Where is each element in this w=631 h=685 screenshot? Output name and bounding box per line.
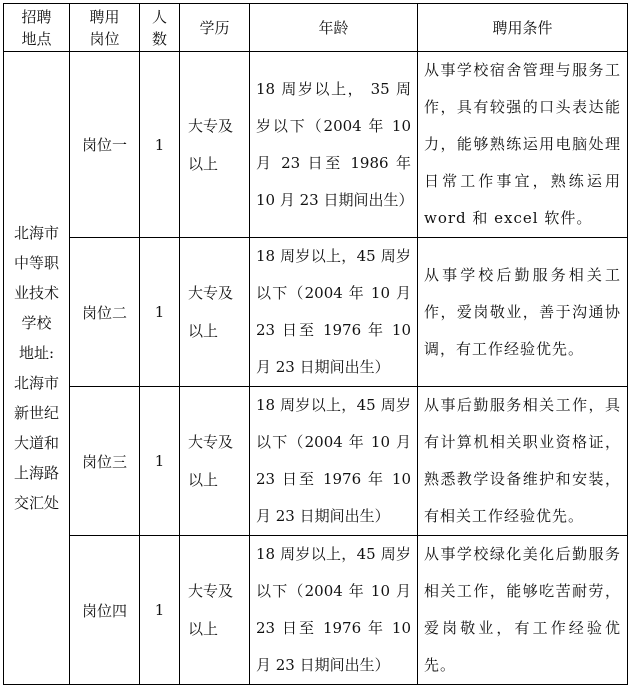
post-cell: 岗位一 bbox=[70, 52, 140, 238]
table-row bbox=[4, 238, 628, 387]
count-cell: 1 bbox=[140, 536, 180, 685]
location-line: 大道和 bbox=[13, 434, 59, 452]
header-conditions: 聘用条件 bbox=[418, 4, 628, 52]
count-cell: 1 bbox=[140, 387, 180, 536]
header-location-line1: 招聘 bbox=[21, 7, 52, 26]
location-cell bbox=[4, 52, 70, 685]
header-count-line2: 数 bbox=[151, 29, 167, 48]
header-education: 学历 bbox=[180, 4, 250, 52]
education-line2: 以上 bbox=[188, 154, 219, 173]
location-line: 北海市 bbox=[13, 374, 59, 392]
location-line: 学校 bbox=[21, 314, 52, 332]
table-row bbox=[4, 387, 628, 536]
location-line: 上海路 bbox=[13, 464, 59, 482]
header-count bbox=[140, 4, 180, 52]
header-post bbox=[70, 4, 140, 52]
location-line: 交汇处 bbox=[13, 494, 59, 512]
education-cell bbox=[180, 387, 250, 536]
header-age: 年龄 bbox=[250, 4, 418, 52]
recruitment-table-wrapper bbox=[3, 3, 628, 685]
header-post-line1: 聘用 bbox=[89, 7, 120, 26]
age-cell: 18 周岁以上，45 周岁以下（2004 年 10 月 23 日至 1976 年 10 月 23 日期间出生） bbox=[250, 387, 418, 536]
education-cell bbox=[180, 238, 250, 387]
conditions-cell: 从事后勤服务相关工作，具有计算机相关职业资格证，熟悉教学设备维护和安装，有相关工作经验优先。 bbox=[418, 387, 628, 536]
education-line2: 以上 bbox=[188, 322, 219, 340]
count-cell: 1 bbox=[140, 238, 180, 387]
post-cell: 岗位四 bbox=[70, 536, 140, 685]
recruitment-table bbox=[3, 3, 628, 685]
location-line: 地址: bbox=[18, 344, 55, 362]
table-row bbox=[4, 536, 628, 685]
education-cell bbox=[180, 536, 250, 685]
location-line: 业技术 bbox=[13, 284, 59, 302]
header-row bbox=[4, 4, 628, 52]
age-cell: 18 周岁以上，45 周岁以下（2004 年 10 月 23 日至 1976 年 10 月 23 日期间出生） bbox=[250, 536, 418, 685]
location-line: 中等职 bbox=[13, 254, 59, 272]
location-line: 北海市 bbox=[13, 224, 59, 242]
education-line1: 大专及 bbox=[188, 582, 234, 600]
count-cell: 1 bbox=[140, 52, 180, 238]
header-count-line1: 人 bbox=[151, 7, 167, 26]
conditions-cell: 从事学校后勤服务相关工作，爱岗敬业，善于沟通协调，有工作经验优先。 bbox=[418, 238, 628, 387]
post-cell: 岗位三 bbox=[70, 387, 140, 536]
age-cell: 18 周岁以上， 35 周岁以下（2004 年 10 月 23 日至 1986 年 10 月 23 日期间出生） bbox=[250, 52, 418, 238]
education-line1: 大专及 bbox=[188, 116, 234, 135]
education-cell bbox=[180, 52, 250, 238]
education-line2: 以上 bbox=[188, 471, 219, 489]
conditions-cell: 从事学校宿舍管理与服务工作，具有较强的口头表达能力，能够熟练运用电脑处理日常工作事宜，熟练运用 word 和 excel 软件。 bbox=[418, 52, 628, 238]
header-post-line2: 岗位 bbox=[89, 29, 120, 48]
education-line2: 以上 bbox=[188, 620, 219, 638]
table-row bbox=[4, 52, 628, 238]
location-line: 新世纪 bbox=[13, 404, 59, 422]
age-cell: 18 周岁以上，45 周岁以下（2004 年 10 月 23 日至 1976 年 10 月 23 日期间出生） bbox=[250, 238, 418, 387]
header-location-line2: 地点 bbox=[21, 29, 52, 48]
post-cell: 岗位二 bbox=[70, 238, 140, 387]
education-line1: 大专及 bbox=[188, 284, 234, 302]
education-line1: 大专及 bbox=[188, 433, 234, 451]
conditions-cell: 从事学校绿化美化后勤服务相关工作，能够吃苦耐劳，爱岗敬业，有工作经验优先。 bbox=[418, 536, 628, 685]
header-location bbox=[4, 4, 70, 52]
